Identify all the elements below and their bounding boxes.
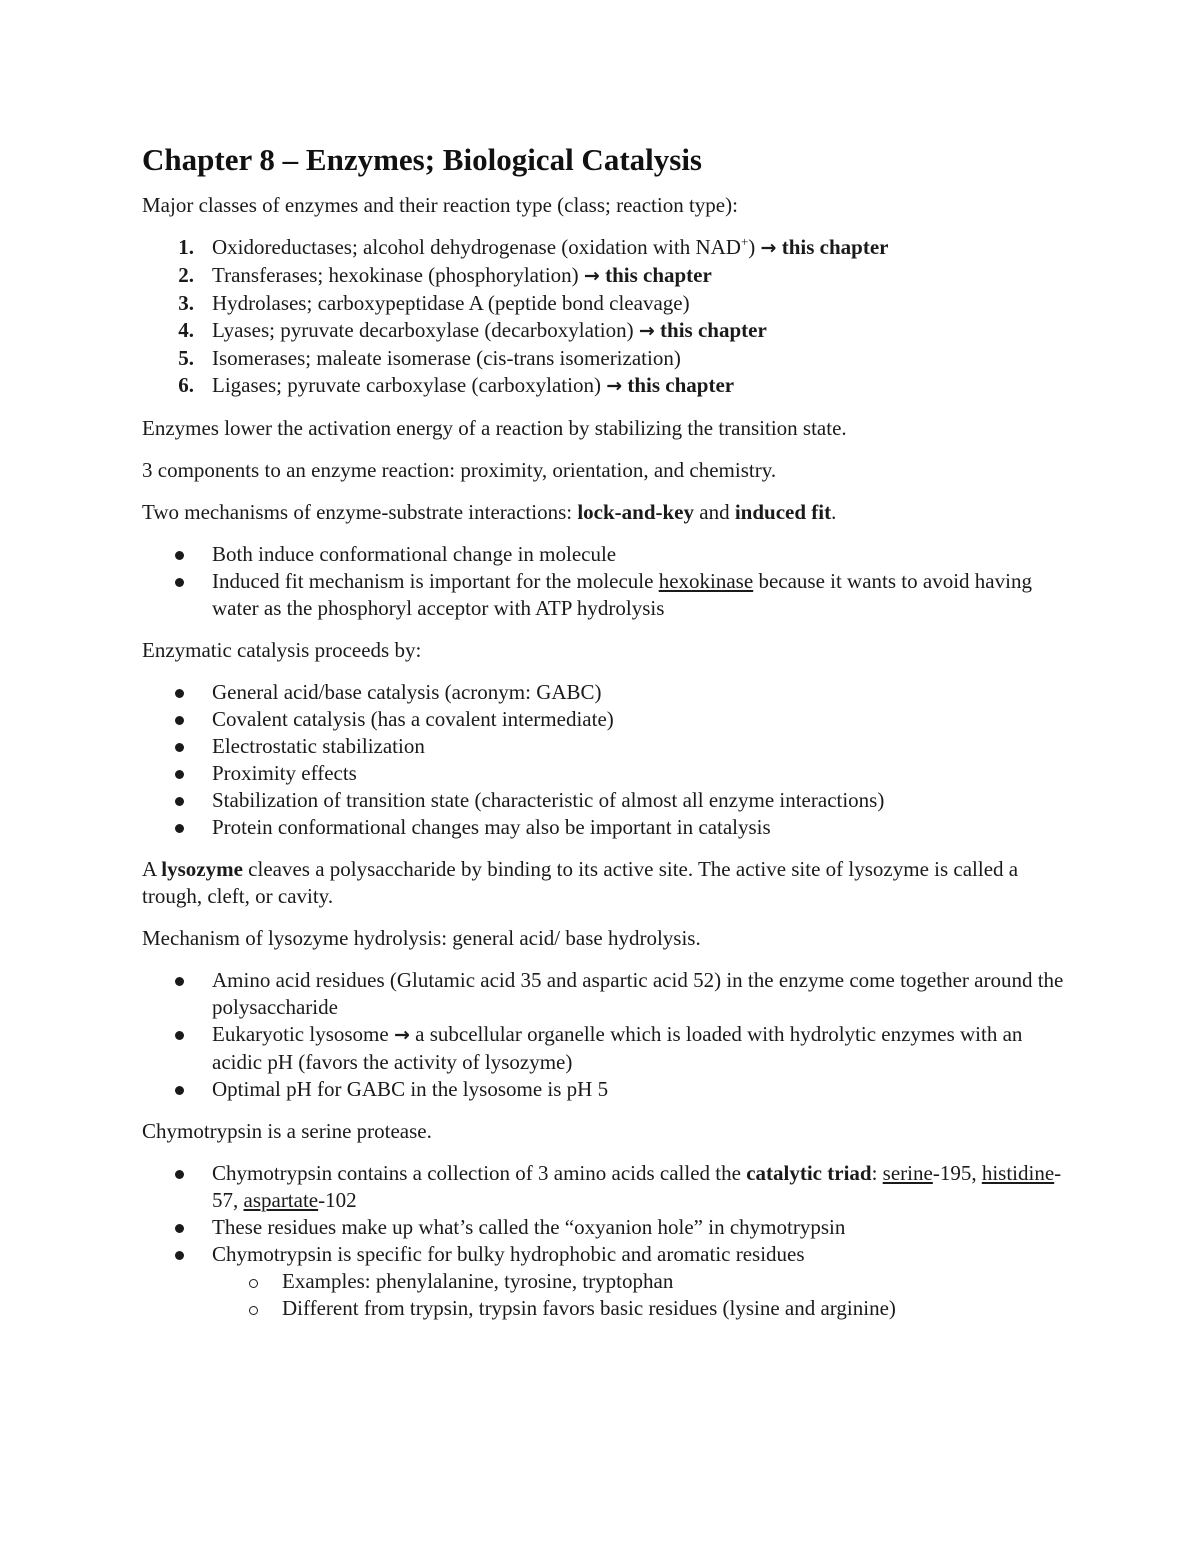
paragraph-text: A <box>142 857 162 881</box>
underlined-term: histidine <box>981 1161 1055 1185</box>
list-item <box>142 760 1072 787</box>
mechanisms-paragraph <box>142 499 1072 526</box>
lysozyme-paragraph <box>142 856 1072 910</box>
list-item <box>142 372 1072 400</box>
this-chapter-tag: this chapter <box>605 263 712 287</box>
list-item <box>142 1076 1072 1103</box>
paragraph-text: and <box>694 500 735 524</box>
list-item <box>142 706 1072 733</box>
lysozyme-mechanism-intro: Mechanism of lysozyme hydrolysis: general acid/ base hydrolysis. <box>142 926 701 950</box>
right-arrow-icon: → <box>760 237 777 259</box>
list-item-text: Transferases; hexokinase (phosphorylation) <box>212 263 584 287</box>
paragraph-text: cleaves a polysaccharide by binding to its active site. The active site of lysozyme is called a trough, cleft, or cavity. <box>142 857 1019 908</box>
bullet-icon <box>175 797 184 806</box>
list-number: 6. <box>178 373 194 397</box>
list-number: 5. <box>178 346 194 370</box>
catalysis-intro: Enzymatic catalysis proceeds by: <box>142 638 422 662</box>
right-arrow-icon: → <box>606 375 623 397</box>
catalysis-bullets <box>142 679 1072 841</box>
list-number: 4. <box>178 318 194 342</box>
bold-term: induced fit <box>734 500 832 524</box>
this-chapter-tag: this chapter <box>781 235 889 259</box>
list-item <box>142 262 1072 290</box>
list-item-text: Hydrolases; carboxypeptidase A (peptide bond cleavage) <box>212 291 690 315</box>
list-item-text: Induced fit mechanism is important for the molecule <box>212 569 659 593</box>
list-item-text: Stabilization of transition state (characteristic of almost all enzyme interactions) <box>212 788 885 812</box>
paragraph-text: Two mechanisms of enzyme-substrate interactions: <box>142 500 578 524</box>
list-item-text: Protein conformational changes may also be important in catalysis <box>212 815 771 839</box>
bullet-icon <box>175 1224 184 1233</box>
list-item-text: Ligases; pyruvate carboxylase (carboxylation) <box>212 373 607 397</box>
bold-term: lock-and-key <box>577 500 695 524</box>
this-chapter-tag: this chapter <box>627 373 735 397</box>
list-item <box>142 1021 1072 1076</box>
bullet-icon <box>175 1251 184 1260</box>
list-item-text: Examples: phenylalanine, tyrosine, tryptophan <box>282 1269 674 1293</box>
list-item <box>142 1241 1072 1268</box>
list-number: 2. <box>178 263 194 287</box>
list-item-text: Different from trypsin, trypsin favors basic residues (lysine and arginine) <box>282 1296 896 1320</box>
list-item <box>142 234 1072 262</box>
underlined-term: serine <box>882 1161 933 1185</box>
list-item-text: Amino acid residues (Glutamic acid 35 and aspartic acid 52) in the enzyme come together around the polysaccharide <box>212 968 1064 1019</box>
underlined-term: aspartate <box>243 1188 319 1212</box>
bullet-icon <box>175 977 184 986</box>
this-chapter-tag: this chapter <box>660 318 767 342</box>
list-item-text: Lyases; pyruvate decarboxylase (decarboxylation) <box>212 318 639 342</box>
bullet-icon <box>175 689 184 698</box>
list-item-text: because it wants to avoid having water as the phosphoryl acceptor with ATP hydrolysis <box>212 569 1032 620</box>
hollow-bullet-icon <box>249 1306 258 1315</box>
chymotrypsin-bullets <box>142 1160 1072 1322</box>
list-item-text: These residues make up what’s called the “oxyanion hole” in chymotrypsin <box>212 1215 846 1239</box>
paragraph-text: . <box>831 500 837 524</box>
chymotrypsin-intro: Chymotrypsin is a serine protease. <box>142 1119 432 1143</box>
list-item-text: Chymotrypsin contains a collection of 3 amino acids called the <box>212 1161 747 1185</box>
list-item-text: Proximity effects <box>212 761 357 785</box>
list-number: 3. <box>178 291 194 315</box>
activation-energy-paragraph: Enzymes lower the activation energy of a reaction by stabilizing the transition state. <box>142 416 847 440</box>
list-item <box>142 1160 1072 1214</box>
list-item-text: Eukaryotic lysosome <box>212 1022 394 1046</box>
list-item-text: -102 <box>318 1188 357 1212</box>
list-number: 1. <box>178 235 194 259</box>
list-item-text: Oxidoreductases; alcohol dehydrogenase (oxidation with NAD <box>212 235 741 259</box>
sub-list-item <box>142 1295 1072 1322</box>
list-item-text: Electrostatic stabilization <box>212 734 425 758</box>
list-item <box>142 345 1072 372</box>
list-item <box>142 733 1072 760</box>
list-item <box>142 541 1072 568</box>
list-item <box>142 967 1072 1021</box>
list-item-text: ) <box>748 235 761 259</box>
bullet-icon <box>175 1170 184 1179</box>
list-item-text: -57, <box>212 1161 1062 1212</box>
lysozyme-bullets <box>142 967 1072 1103</box>
bullet-icon <box>175 1031 184 1040</box>
list-item <box>142 679 1072 706</box>
right-arrow-icon: → <box>638 320 655 342</box>
list-item-text: Isomerases; maleate isomerase (cis-trans isomerization) <box>212 346 681 370</box>
list-item-text: Optimal pH for GABC in the lysosome is pH 5 <box>212 1077 609 1101</box>
bullet-icon <box>175 824 184 833</box>
list-item <box>142 290 1072 317</box>
classes-intro: Major classes of enzymes and their reaction type (class; reaction type): <box>142 193 738 217</box>
hollow-bullet-icon <box>249 1279 258 1288</box>
document-page <box>142 140 1072 1337</box>
list-item <box>142 317 1072 345</box>
bullet-icon <box>175 551 184 560</box>
list-item-text: Covalent catalysis (has a covalent intermediate) <box>212 707 614 731</box>
bullet-icon <box>175 578 184 587</box>
bullet-icon <box>175 716 184 725</box>
list-item <box>142 1214 1072 1241</box>
bullet-icon <box>175 1086 184 1095</box>
sub-list-item <box>142 1268 1072 1295</box>
bold-term: catalytic triad <box>746 1161 872 1185</box>
right-arrow-icon: → <box>393 1024 410 1046</box>
list-item-text: -195, <box>932 1161 982 1185</box>
list-item-text: General acid/base catalysis (acronym: GABC) <box>212 680 602 704</box>
list-item-text: a subcellular organelle which is loaded with hydrolytic enzymes with an acidic pH (favors the activity of lysozyme) <box>212 1022 1023 1074</box>
right-arrow-icon: → <box>583 265 600 287</box>
list-item <box>142 568 1072 622</box>
list-item-text: Both induce conformational change in molecule <box>212 542 617 566</box>
underlined-term: hexokinase <box>658 569 754 593</box>
list-item-text: Chymotrypsin is specific for bulky hydrophobic and aromatic residues <box>212 1242 805 1266</box>
list-item-text: : <box>871 1161 883 1185</box>
components-paragraph: 3 components to an enzyme reaction: proximity, orientation, and chemistry. <box>142 458 777 482</box>
enzyme-classes-list <box>142 234 1072 400</box>
list-item <box>142 787 1072 814</box>
bold-term: lysozyme <box>161 857 243 881</box>
mechanism-bullets <box>142 541 1072 622</box>
bullet-icon <box>175 770 184 779</box>
list-item <box>142 814 1072 841</box>
bullet-icon <box>175 743 184 752</box>
chapter-title: Chapter 8 – Enzymes; Biological Catalysis <box>142 142 702 177</box>
superscript: + <box>740 234 749 249</box>
